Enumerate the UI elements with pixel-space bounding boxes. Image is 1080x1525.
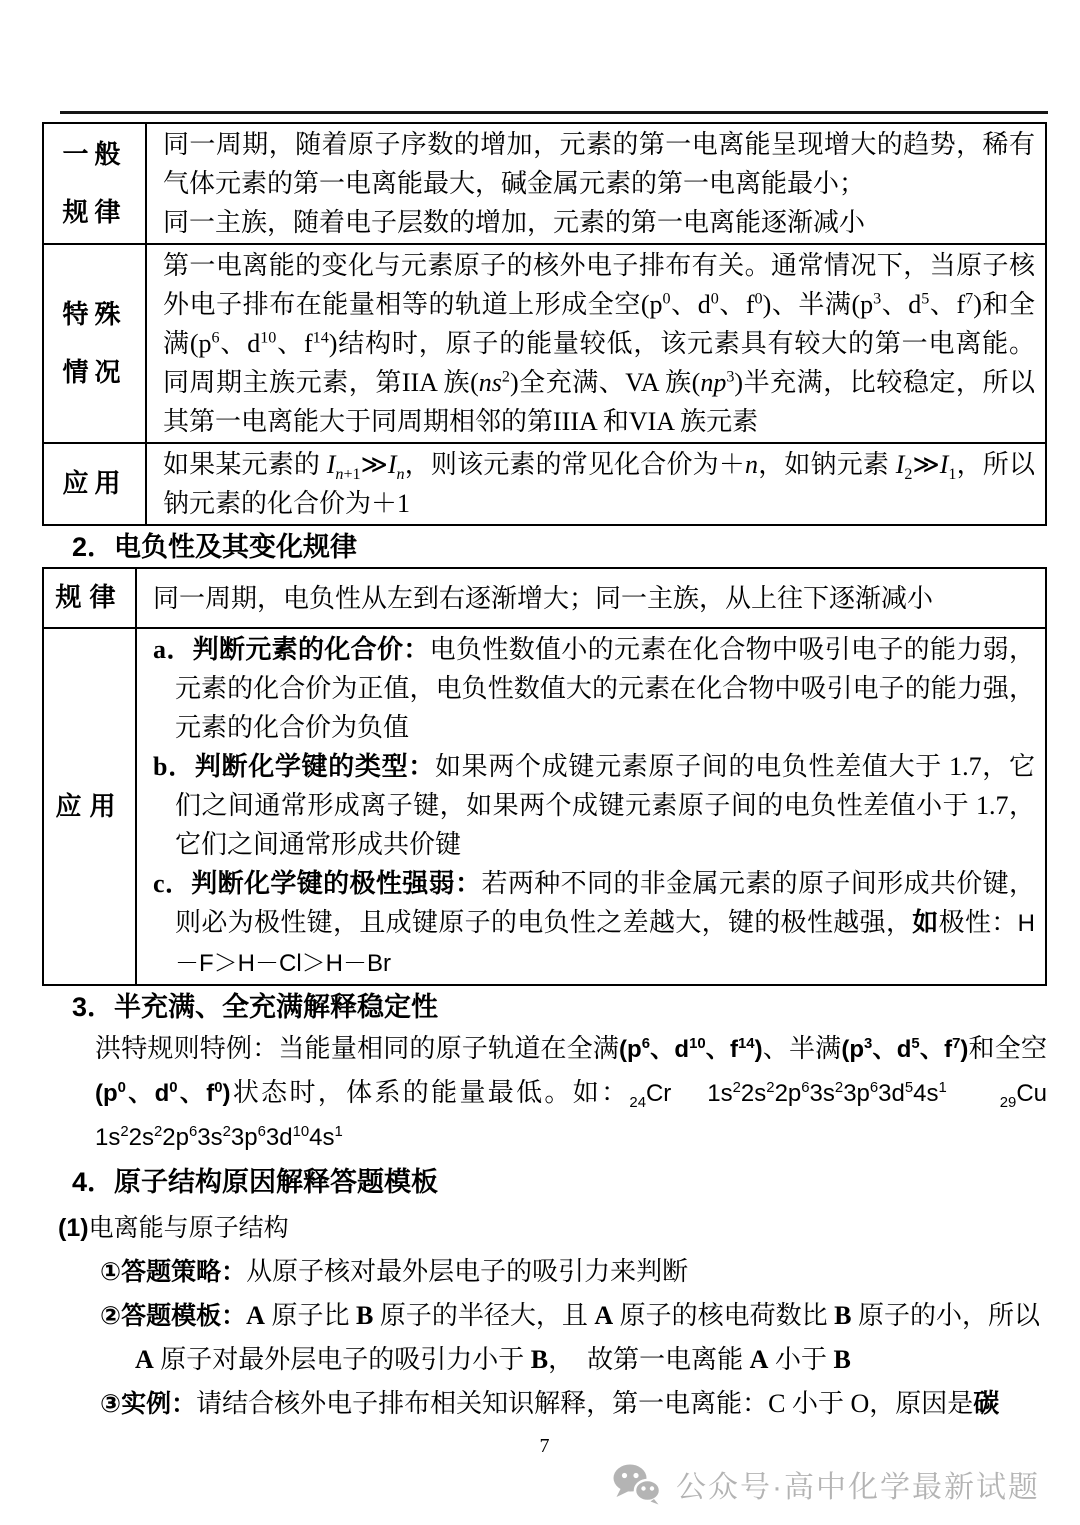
paragraph: 如果某元素的 $I_{n+1}≫I_n$，则该元素的常见化合价为＋n，如钠元素 $I_2≫I_1$，所以钠元素的化合价为＋1	[163, 450, 1035, 518]
wechat-icon	[612, 1463, 662, 1505]
watermark-footer	[612, 1462, 1040, 1506]
table-row-application	[43, 628, 1046, 985]
table-row-rule	[43, 568, 1046, 628]
row-cell	[146, 443, 1046, 525]
numbered-item-template: ②答题模板：A 原子比 B 原子的半径大，且 A 原子的核电荷数比 B 原子的小，所以 A 原子对最外层电子的吸引力小于 B， 故第一电离能 A 小于 B	[100, 1301, 1040, 1374]
list-item-a: a．判断元素的化合价：电负性数值小的元素在化合物中吸引电子的能力弱，元素的化合价为正值，电负性数值大的元素在化合物中吸引电子的能力强，元素的化合价为负值	[153, 635, 1035, 742]
paragraph: 第一电离能的变化与元素原子的核外电子排布有关。通常情况下，当原子核外电子排布在能量相等的轨道上形成全空($p^0$、$d^0$、$f^0$)、半满($p^3$、$d^5$、$f^7$)和全满($p^6$、$d^{10}$、$f^{14}$)结构时，原子的能量较低，该元素具有较大的第一电离能。同周期主族元素，第IIA 族$(ns^2)$全充满、VA 族$(np^3)$半充满，比较稳定，所以其第一电离能大于同周期相邻的第IIIA 和VIA 族元素	[163, 251, 1035, 436]
row-cell	[136, 628, 1046, 985]
paragraph: 同一周期，电负性从左到右逐渐增大；同一主族，从上往下逐渐减小	[153, 583, 934, 613]
table-row-special-case	[43, 244, 1046, 443]
row-cell	[146, 123, 1046, 244]
numbered-item-strategy: ①答题策略：从原子核对最外层电子的吸引力来判断	[100, 1257, 689, 1286]
header-rule	[60, 111, 1048, 114]
page-number: 7	[539, 1435, 550, 1457]
watermark-text: 公众号·高中化学最新试题	[676, 1471, 1040, 1504]
ionization-energy-table	[42, 122, 1047, 526]
paragraph: 同一周期，随着原子序数的增加，元素的第一电离能呈现增大的趋势，稀有气体元素的第一电离能最大，碱金属元素的第一电离能最小；	[163, 130, 1035, 198]
table-row-application	[43, 443, 1046, 525]
document-content	[42, 122, 1047, 1458]
section-heading-answer-template: 4．原子结构原因解释答题模板	[72, 1167, 439, 1197]
numbered-item-example: ③实例：请结合核外电子排布相关知识解释，第一电离能：C 小于 O，原因是碳	[100, 1389, 1000, 1418]
section-heading-half-full: 3．半充满、全充满解释稳定性	[72, 992, 439, 1022]
row-label: 特殊情况	[43, 244, 146, 443]
paragraph: 同一主族，随着电子层数的增加，元素的第一电离能逐渐减小	[163, 208, 866, 237]
row-label: 规律	[43, 568, 136, 628]
row-cell	[136, 568, 1046, 628]
hund-rule-paragraph: 洪特规则特例：当能量相同的原子轨道在全满($p^6$、$d^{10}$、$f^{14}$)、半满($p^3$、$d^5$、$f^7$)和全空($p^0$、$d^0$、$f^0$)状态时，体系的能量最低。如：$_{24}$Cr $1s^22s^22p^63s^23p^63d^54s^1$ $_{29}$Cu $1s^22s^22p^63s^23p^63d^{10}4s^1$	[95, 1034, 1048, 1151]
list-item-b: b．判断化学键的类型：如果两个成键元素原子间的电负性差值大于 1.7，它们之间通常形成离子键，如果两个成键元素原子间的电负性差值小于 1.7，它们之间通常形成共价键	[153, 752, 1035, 859]
row-label: 应用	[43, 628, 136, 985]
list-item-c: c．判断化学键的极性强弱：若两种不同的非金属元素的原子间形成共价键，则必为极性键，且成键原子的电负性之差越大，键的极性越强，如极性：H－F＞H－Cl＞H－Br	[153, 869, 1035, 977]
row-cell	[146, 244, 1046, 443]
row-label: 一般规律	[43, 123, 146, 244]
subsection-title-ionization-structure: (1)电离能与原子结构	[58, 1214, 289, 1242]
electronegativity-table	[42, 567, 1047, 986]
table-row-general-rule	[43, 123, 1046, 244]
row-label: 应用	[43, 443, 146, 525]
section-heading-electronegativity: 2．电负性及其变化规律	[72, 532, 358, 562]
